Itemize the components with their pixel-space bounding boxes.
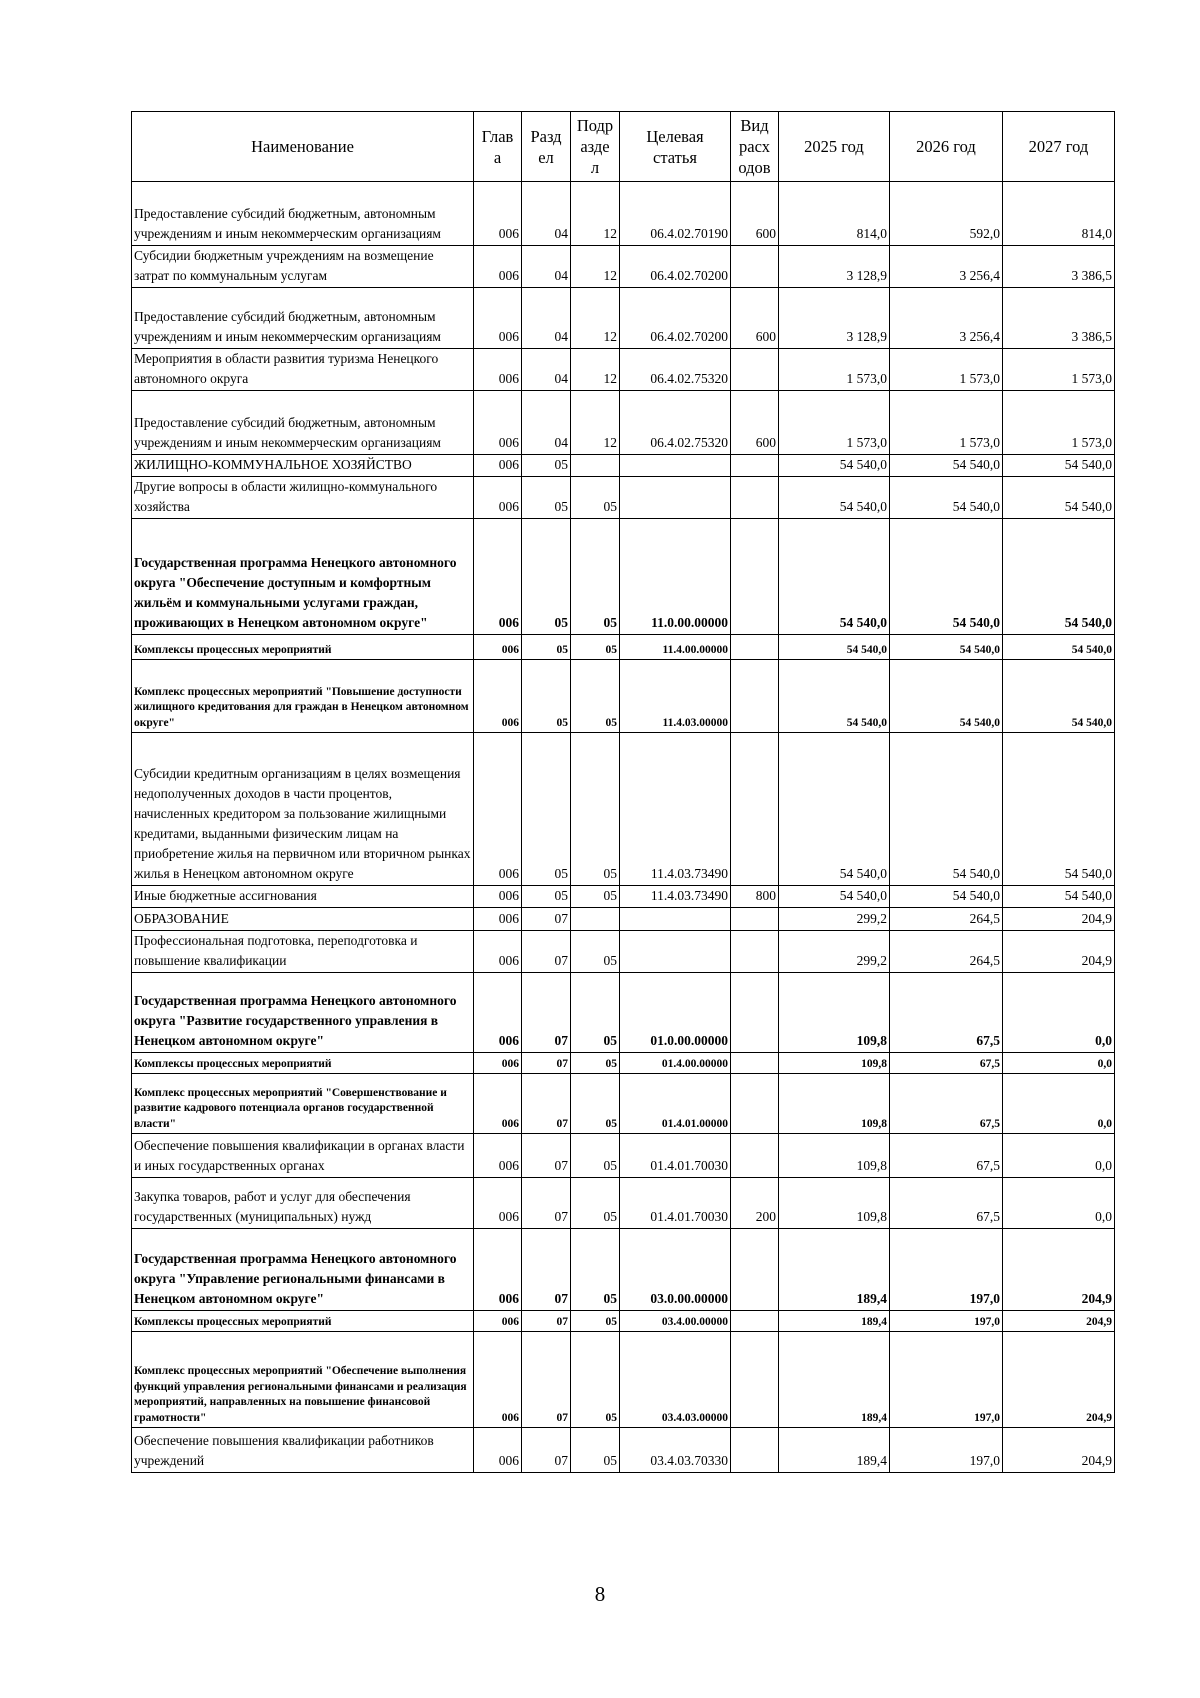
cell-glava: 006 (474, 1332, 522, 1428)
cell-y2026: 1 573,0 (890, 349, 1003, 391)
cell-y2027: 204,9 (1003, 931, 1115, 973)
cell-vid: 600 (731, 391, 779, 455)
cell-y2027: 204,9 (1003, 1428, 1115, 1473)
cell-razdel: 07 (522, 973, 571, 1053)
cell-y2025: 189,4 (779, 1311, 890, 1332)
cell-razdel: 07 (522, 908, 571, 931)
cell-y2026: 67,5 (890, 973, 1003, 1053)
cell-y2026: 54 540,0 (890, 455, 1003, 477)
cell-glava: 006 (474, 1134, 522, 1178)
cell-razdel: 07 (522, 1229, 571, 1311)
cell-podrazdel: 05 (571, 886, 620, 908)
cell-razdel: 05 (522, 886, 571, 908)
table-row (132, 1134, 1115, 1178)
cell-razdel: 05 (522, 477, 571, 519)
cell-vid (731, 1053, 779, 1074)
cell-target: 01.0.00.00000 (620, 973, 731, 1053)
cell-podrazdel (571, 455, 620, 477)
cell-vid (731, 1074, 779, 1134)
cell-y2025: 299,2 (779, 931, 890, 973)
cell-razdel: 07 (522, 1428, 571, 1473)
cell-name: Государственная программа Ненецкого автономного округа "Управление региональными финансами в Ненецком автономном округе" (132, 1229, 474, 1311)
header-podrazdel: Подр азде л (571, 112, 620, 182)
cell-target (620, 908, 731, 931)
cell-y2027: 204,9 (1003, 908, 1115, 931)
header-vid: Вид расх одов (731, 112, 779, 182)
cell-y2025: 109,8 (779, 1178, 890, 1229)
cell-y2026: 67,5 (890, 1074, 1003, 1134)
cell-y2026: 1 573,0 (890, 391, 1003, 455)
cell-name: ЖИЛИЩНО-КОММУНАЛЬНОЕ ХОЗЯЙСТВО (132, 455, 474, 477)
cell-target: 03.4.03.00000 (620, 1332, 731, 1428)
cell-razdel: 04 (522, 349, 571, 391)
cell-glava: 006 (474, 1178, 522, 1229)
cell-y2025: 189,4 (779, 1332, 890, 1428)
cell-y2026: 197,0 (890, 1311, 1003, 1332)
header-2027: 2027 год (1003, 112, 1115, 182)
cell-y2027: 1 573,0 (1003, 391, 1115, 455)
cell-vid (731, 519, 779, 635)
cell-razdel: 07 (522, 1053, 571, 1074)
cell-podrazdel: 05 (571, 477, 620, 519)
cell-vid (731, 1134, 779, 1178)
cell-y2025: 1 573,0 (779, 349, 890, 391)
cell-razdel: 05 (522, 519, 571, 635)
cell-y2025: 299,2 (779, 908, 890, 931)
cell-name: Другие вопросы в области жилищно-коммунального хозяйства (132, 477, 474, 519)
cell-podrazdel: 05 (571, 1134, 620, 1178)
cell-y2025: 189,4 (779, 1428, 890, 1473)
cell-y2027: 814,0 (1003, 182, 1115, 246)
cell-y2025: 3 128,9 (779, 246, 890, 288)
cell-y2026: 54 540,0 (890, 886, 1003, 908)
cell-name: ОБРАЗОВАНИЕ (132, 908, 474, 931)
cell-y2027: 54 540,0 (1003, 733, 1115, 886)
table-row (132, 1332, 1115, 1428)
cell-glava: 006 (474, 1428, 522, 1473)
cell-y2027: 54 540,0 (1003, 635, 1115, 660)
cell-y2026: 54 540,0 (890, 733, 1003, 886)
table-row (132, 733, 1115, 886)
cell-glava: 006 (474, 886, 522, 908)
table-row (132, 349, 1115, 391)
cell-name: Иные бюджетные ассигнования (132, 886, 474, 908)
cell-y2025: 109,8 (779, 1074, 890, 1134)
table-row (132, 246, 1115, 288)
cell-name: Обеспечение повышения квалификации работников учреждений (132, 1428, 474, 1473)
cell-y2026: 67,5 (890, 1134, 1003, 1178)
cell-y2026: 54 540,0 (890, 635, 1003, 660)
cell-y2026: 3 256,4 (890, 288, 1003, 349)
cell-vid (731, 931, 779, 973)
cell-y2027: 54 540,0 (1003, 519, 1115, 635)
cell-y2026: 54 540,0 (890, 477, 1003, 519)
cell-y2025: 54 540,0 (779, 519, 890, 635)
header-glava: Глав а (474, 112, 522, 182)
cell-y2027: 204,9 (1003, 1332, 1115, 1428)
cell-target: 03.4.00.00000 (620, 1311, 731, 1332)
cell-y2025: 109,8 (779, 1134, 890, 1178)
cell-podrazdel: 12 (571, 182, 620, 246)
cell-y2027: 3 386,5 (1003, 246, 1115, 288)
cell-podrazdel: 12 (571, 391, 620, 455)
cell-glava: 006 (474, 349, 522, 391)
cell-razdel: 04 (522, 182, 571, 246)
cell-y2027: 0,0 (1003, 1178, 1115, 1229)
cell-podrazdel: 05 (571, 733, 620, 886)
budget-table (131, 111, 1115, 1473)
cell-razdel: 07 (522, 1074, 571, 1134)
cell-name: Субсидии бюджетным учреждениям на возмещение затрат по коммунальным услугам (132, 246, 474, 288)
cell-target: 06.4.02.70200 (620, 246, 731, 288)
cell-y2026: 54 540,0 (890, 660, 1003, 733)
cell-name: Предоставление субсидий бюджетным, автономным учреждениям и иным некоммерческим организациям (132, 182, 474, 246)
cell-name: Обеспечение повышения квалификации в органах власти и иных государственных органах (132, 1134, 474, 1178)
cell-podrazdel: 05 (571, 1311, 620, 1332)
cell-glava: 006 (474, 973, 522, 1053)
cell-y2025: 54 540,0 (779, 455, 890, 477)
cell-y2026: 592,0 (890, 182, 1003, 246)
cell-vid: 600 (731, 288, 779, 349)
cell-y2026: 264,5 (890, 908, 1003, 931)
cell-glava: 006 (474, 182, 522, 246)
cell-razdel: 04 (522, 391, 571, 455)
cell-vid (731, 660, 779, 733)
cell-y2026: 3 256,4 (890, 246, 1003, 288)
cell-y2027: 54 540,0 (1003, 455, 1115, 477)
cell-y2026: 264,5 (890, 931, 1003, 973)
table-row (132, 455, 1115, 477)
header-razdel: Разд ел (522, 112, 571, 182)
cell-razdel: 07 (522, 931, 571, 973)
cell-podrazdel: 05 (571, 1178, 620, 1229)
cell-vid (731, 973, 779, 1053)
cell-podrazdel: 12 (571, 288, 620, 349)
cell-vid: 800 (731, 886, 779, 908)
cell-target: 11.4.03.73490 (620, 886, 731, 908)
table-row (132, 886, 1115, 908)
cell-target (620, 455, 731, 477)
cell-podrazdel: 05 (571, 1053, 620, 1074)
header-2026: 2026 год (890, 112, 1003, 182)
cell-y2025: 54 540,0 (779, 635, 890, 660)
cell-glava: 006 (474, 246, 522, 288)
cell-glava: 006 (474, 519, 522, 635)
cell-y2026: 197,0 (890, 1229, 1003, 1311)
cell-y2025: 3 128,9 (779, 288, 890, 349)
cell-y2025: 54 540,0 (779, 477, 890, 519)
cell-target: 01.4.01.70030 (620, 1178, 731, 1229)
cell-y2025: 109,8 (779, 973, 890, 1053)
cell-vid (731, 246, 779, 288)
cell-target: 06.4.02.75320 (620, 349, 731, 391)
cell-razdel: 05 (522, 733, 571, 886)
cell-y2027: 0,0 (1003, 973, 1115, 1053)
cell-podrazdel: 05 (571, 635, 620, 660)
cell-y2026: 67,5 (890, 1053, 1003, 1074)
cell-name: Государственная программа Ненецкого автономного округа "Обеспечение доступным и комфортным жильём и коммунальными услугами граждан, проживающих в Ненецком автономном округе" (132, 519, 474, 635)
cell-target: 11.0.00.00000 (620, 519, 731, 635)
header-name: Наименование (132, 112, 474, 182)
table-row (132, 1178, 1115, 1229)
cell-target: 06.4.02.75320 (620, 391, 731, 455)
cell-podrazdel: 05 (571, 1428, 620, 1473)
cell-name: Мероприятия в области развития туризма Ненецкого автономного округа (132, 349, 474, 391)
cell-target: 03.4.03.70330 (620, 1428, 731, 1473)
cell-target (620, 931, 731, 973)
cell-y2025: 1 573,0 (779, 391, 890, 455)
cell-y2025: 814,0 (779, 182, 890, 246)
cell-vid (731, 1332, 779, 1428)
cell-target: 06.4.02.70190 (620, 182, 731, 246)
cell-razdel: 07 (522, 1178, 571, 1229)
cell-name: Комплексы процессных мероприятий (132, 1311, 474, 1332)
cell-y2027: 0,0 (1003, 1053, 1115, 1074)
cell-y2027: 0,0 (1003, 1074, 1115, 1134)
cell-y2027: 3 386,5 (1003, 288, 1115, 349)
cell-podrazdel: 05 (571, 931, 620, 973)
page-number: 8 (594, 1582, 606, 1606)
cell-name: Государственная программа Ненецкого автономного округа "Развитие государственного управления в Ненецком автономном округе" (132, 973, 474, 1053)
cell-y2026: 197,0 (890, 1332, 1003, 1428)
cell-vid (731, 349, 779, 391)
cell-y2025: 109,8 (779, 1053, 890, 1074)
cell-name: Предоставление субсидий бюджетным, автономным учреждениям и иным некоммерческим организациям (132, 288, 474, 349)
header-target: Целевая статья (620, 112, 731, 182)
cell-glava: 006 (474, 1074, 522, 1134)
cell-name: Комплекс процессных мероприятий "Совершенствование и развитие кадрового потенциала органов государственной власти" (132, 1074, 474, 1134)
table-row (132, 391, 1115, 455)
table-row (132, 1428, 1115, 1473)
table-row (132, 973, 1115, 1053)
cell-target: 01.4.01.70030 (620, 1134, 731, 1178)
table-row (132, 182, 1115, 246)
cell-vid (731, 455, 779, 477)
cell-target (620, 477, 731, 519)
cell-target: 03.0.00.00000 (620, 1229, 731, 1311)
cell-y2026: 67,5 (890, 1178, 1003, 1229)
cell-glava: 006 (474, 1229, 522, 1311)
cell-name: Закупка товаров, работ и услуг для обеспечения государственных (муниципальных) нужд (132, 1178, 474, 1229)
table-row (132, 635, 1115, 660)
cell-vid (731, 1428, 779, 1473)
table-row (132, 908, 1115, 931)
cell-vid (731, 733, 779, 886)
cell-podrazdel: 05 (571, 660, 620, 733)
cell-razdel: 07 (522, 1134, 571, 1178)
cell-name: Предоставление субсидий бюджетным, автономным учреждениям и иным некоммерческим организациям (132, 391, 474, 455)
cell-podrazdel: 05 (571, 519, 620, 635)
cell-y2027: 54 540,0 (1003, 886, 1115, 908)
cell-podrazdel: 12 (571, 349, 620, 391)
cell-name: Субсидии кредитным организациям в целях возмещения недополученных доходов в части процентов, начисленных кредитором за пользование жилищными кредитами, выданными физическим лицам на приобретение жилья на первичном или вторичном рынках жилья в Ненецком автономном округе (132, 733, 474, 886)
cell-razdel: 05 (522, 455, 571, 477)
cell-glava: 006 (474, 455, 522, 477)
cell-razdel: 07 (522, 1311, 571, 1332)
cell-name: Комплексы процессных мероприятий (132, 1053, 474, 1074)
cell-glava: 006 (474, 391, 522, 455)
cell-vid (731, 1311, 779, 1332)
cell-target: 01.4.00.00000 (620, 1053, 731, 1074)
cell-glava: 006 (474, 635, 522, 660)
cell-target: 11.4.03.73490 (620, 733, 731, 886)
cell-glava: 006 (474, 908, 522, 931)
cell-name: Комплекс процессных мероприятий "Повышение доступности жилищного кредитования для граждан в Ненецком автономном округе" (132, 660, 474, 733)
table-row (132, 1074, 1115, 1134)
cell-glava: 006 (474, 1311, 522, 1332)
cell-target: 06.4.02.70200 (620, 288, 731, 349)
cell-y2027: 0,0 (1003, 1134, 1115, 1178)
cell-name: Комплекс процессных мероприятий "Обеспечение выполнения функций управления региональными финансами и реализация мероприятий, направленных на повышение финансовой грамотности" (132, 1332, 474, 1428)
cell-razdel: 04 (522, 246, 571, 288)
cell-y2026: 54 540,0 (890, 519, 1003, 635)
cell-glava: 006 (474, 931, 522, 973)
cell-y2027: 54 540,0 (1003, 660, 1115, 733)
cell-target: 11.4.00.00000 (620, 635, 731, 660)
table-row (132, 288, 1115, 349)
header-row (132, 112, 1115, 182)
table-row (132, 1311, 1115, 1332)
table-row (132, 931, 1115, 973)
cell-podrazdel: 12 (571, 246, 620, 288)
cell-name: Комплексы процессных мероприятий (132, 635, 474, 660)
cell-razdel: 07 (522, 1332, 571, 1428)
cell-vid (731, 635, 779, 660)
table-row (132, 1229, 1115, 1311)
cell-vid: 600 (731, 182, 779, 246)
cell-glava: 006 (474, 288, 522, 349)
cell-podrazdel: 05 (571, 1332, 620, 1428)
cell-glava: 006 (474, 477, 522, 519)
cell-y2027: 204,9 (1003, 1229, 1115, 1311)
cell-glava: 006 (474, 1053, 522, 1074)
cell-y2025: 54 540,0 (779, 886, 890, 908)
cell-y2025: 189,4 (779, 1229, 890, 1311)
cell-y2025: 54 540,0 (779, 733, 890, 886)
cell-razdel: 05 (522, 635, 571, 660)
table-row (132, 519, 1115, 635)
header-2025: 2025 год (779, 112, 890, 182)
cell-vid: 200 (731, 1178, 779, 1229)
cell-podrazdel: 05 (571, 973, 620, 1053)
cell-razdel: 05 (522, 660, 571, 733)
cell-name: Профессиональная подготовка, переподготовка и повышение квалификации (132, 931, 474, 973)
cell-podrazdel: 05 (571, 1229, 620, 1311)
cell-target: 11.4.03.00000 (620, 660, 731, 733)
table-row (132, 660, 1115, 733)
cell-y2025: 54 540,0 (779, 660, 890, 733)
table-row (132, 1053, 1115, 1074)
cell-glava: 006 (474, 733, 522, 886)
cell-y2026: 197,0 (890, 1428, 1003, 1473)
cell-podrazdel (571, 908, 620, 931)
cell-razdel: 04 (522, 288, 571, 349)
cell-y2027: 204,9 (1003, 1311, 1115, 1332)
cell-target: 01.4.01.00000 (620, 1074, 731, 1134)
cell-vid (731, 477, 779, 519)
cell-y2027: 1 573,0 (1003, 349, 1115, 391)
cell-glava: 006 (474, 660, 522, 733)
table-row (132, 477, 1115, 519)
cell-y2027: 54 540,0 (1003, 477, 1115, 519)
cell-vid (731, 908, 779, 931)
cell-podrazdel: 05 (571, 1074, 620, 1134)
cell-vid (731, 1229, 779, 1311)
